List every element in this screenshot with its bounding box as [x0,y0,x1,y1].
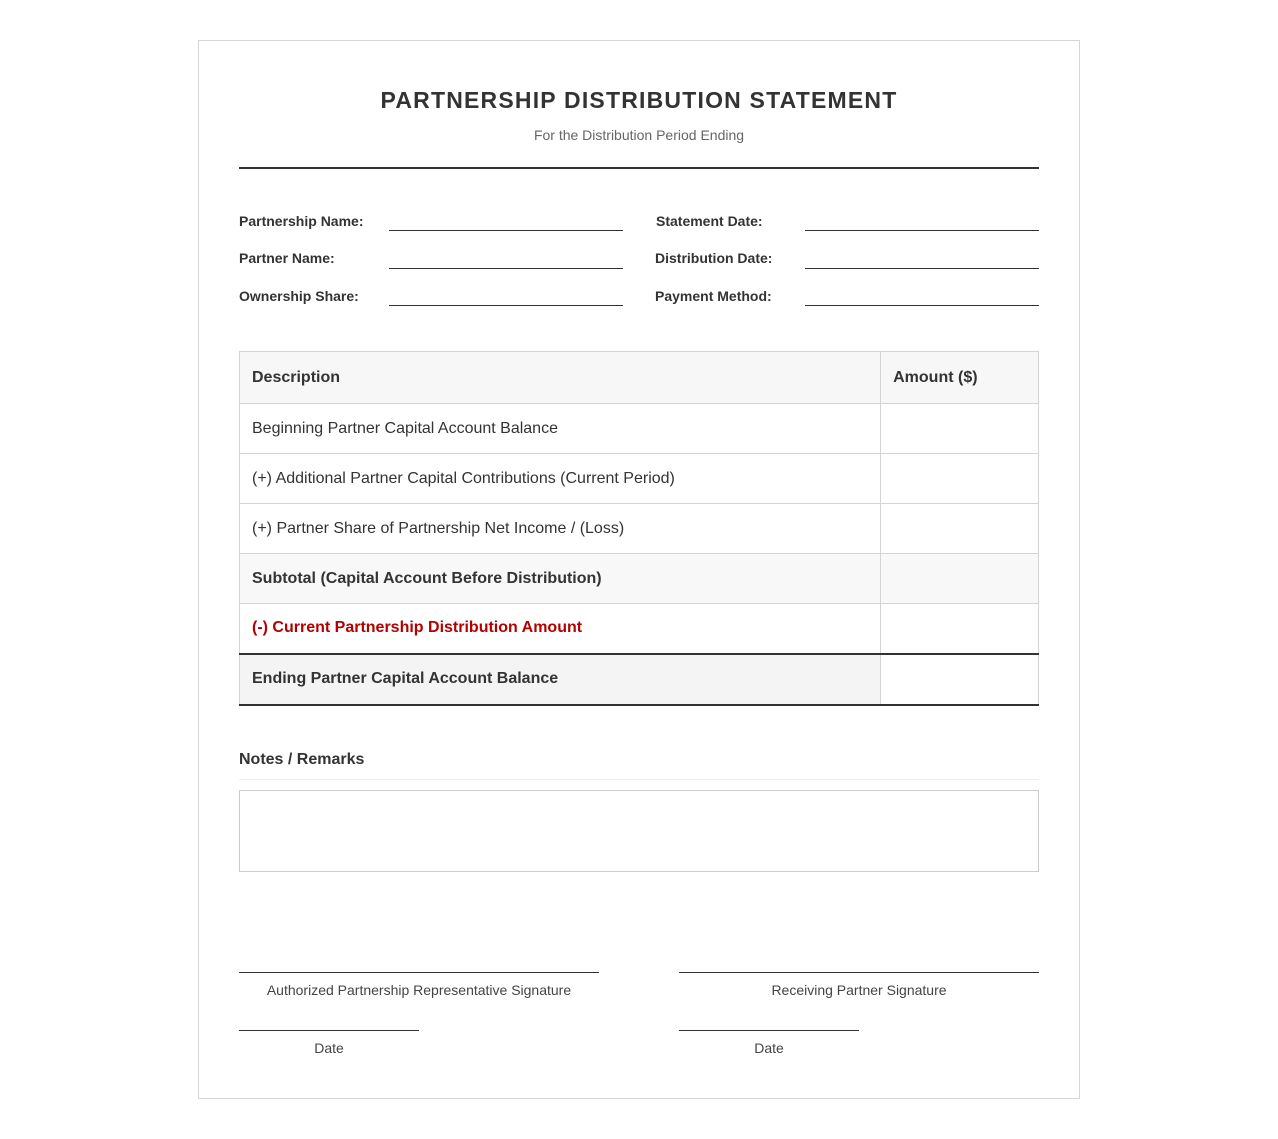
partner-signature-line[interactable] [679,972,1039,973]
partner-date-caption: Date [754,1040,784,1056]
subtotal-row [240,554,1039,604]
statement-page [198,40,1080,1099]
row-amount-cell[interactable] [881,554,1039,604]
payment-method-field[interactable] [805,305,1039,306]
title-divider [239,167,1039,169]
table-row [240,404,1039,454]
distribution-date-label: Distribution Date: [655,250,773,266]
table-header-row [240,352,1039,404]
distribution-row [240,604,1039,654]
table-row [240,504,1039,554]
notes-divider [239,779,1039,780]
partner-signature-caption: Receiving Partner Signature [771,982,947,998]
representative-signature-line[interactable] [239,972,599,973]
partner-date-line[interactable] [679,1030,859,1031]
ending-balance-row [240,654,1039,705]
partner-name-field[interactable] [389,268,623,269]
representative-date-line[interactable] [239,1030,419,1031]
partner-name-label: Partner Name: [239,250,335,266]
notes-input[interactable] [239,790,1039,872]
row-description: Beginning Partner Capital Account Balance [240,404,881,454]
ownership-share-label: Ownership Share: [239,288,359,304]
row-description: (+) Additional Partner Capital Contributions (Current Period) [240,454,881,504]
ownership-share-field[interactable] [389,305,623,306]
row-amount-cell[interactable] [881,654,1039,705]
row-amount-cell[interactable] [881,454,1039,504]
document-subtitle: For the Distribution Period Ending [533,127,745,143]
payment-method-label: Payment Method: [655,288,772,304]
amount-column-header: Amount ($) [881,352,1039,404]
statement-date-field[interactable] [805,230,1039,231]
distribution-date-field[interactable] [805,268,1039,269]
document-title: PARTNERSHIP DISTRIBUTION STATEMENT [380,87,898,113]
notes-heading: Notes / Remarks [239,751,365,768]
partnership-name-label: Partnership Name: [239,213,364,229]
table-row [240,454,1039,504]
row-amount-cell[interactable] [881,404,1039,454]
row-description: Ending Partner Capital Account Balance [240,654,881,705]
statement-date-label: Statement Date: [656,213,763,229]
partnership-name-field[interactable] [389,230,623,231]
row-description: (+) Partner Share of Partnership Net Income / (Loss) [240,504,881,554]
row-amount-cell[interactable] [881,504,1039,554]
representative-date-caption: Date [314,1040,344,1056]
description-column-header: Description [240,352,881,404]
capital-ledger-table [239,351,1039,706]
representative-signature-caption: Authorized Partnership Representative Signature [266,982,572,998]
row-description: (-) Current Partnership Distribution Amount [240,604,881,654]
row-description: Subtotal (Capital Account Before Distribution) [240,554,881,604]
row-amount-cell[interactable] [881,604,1039,654]
